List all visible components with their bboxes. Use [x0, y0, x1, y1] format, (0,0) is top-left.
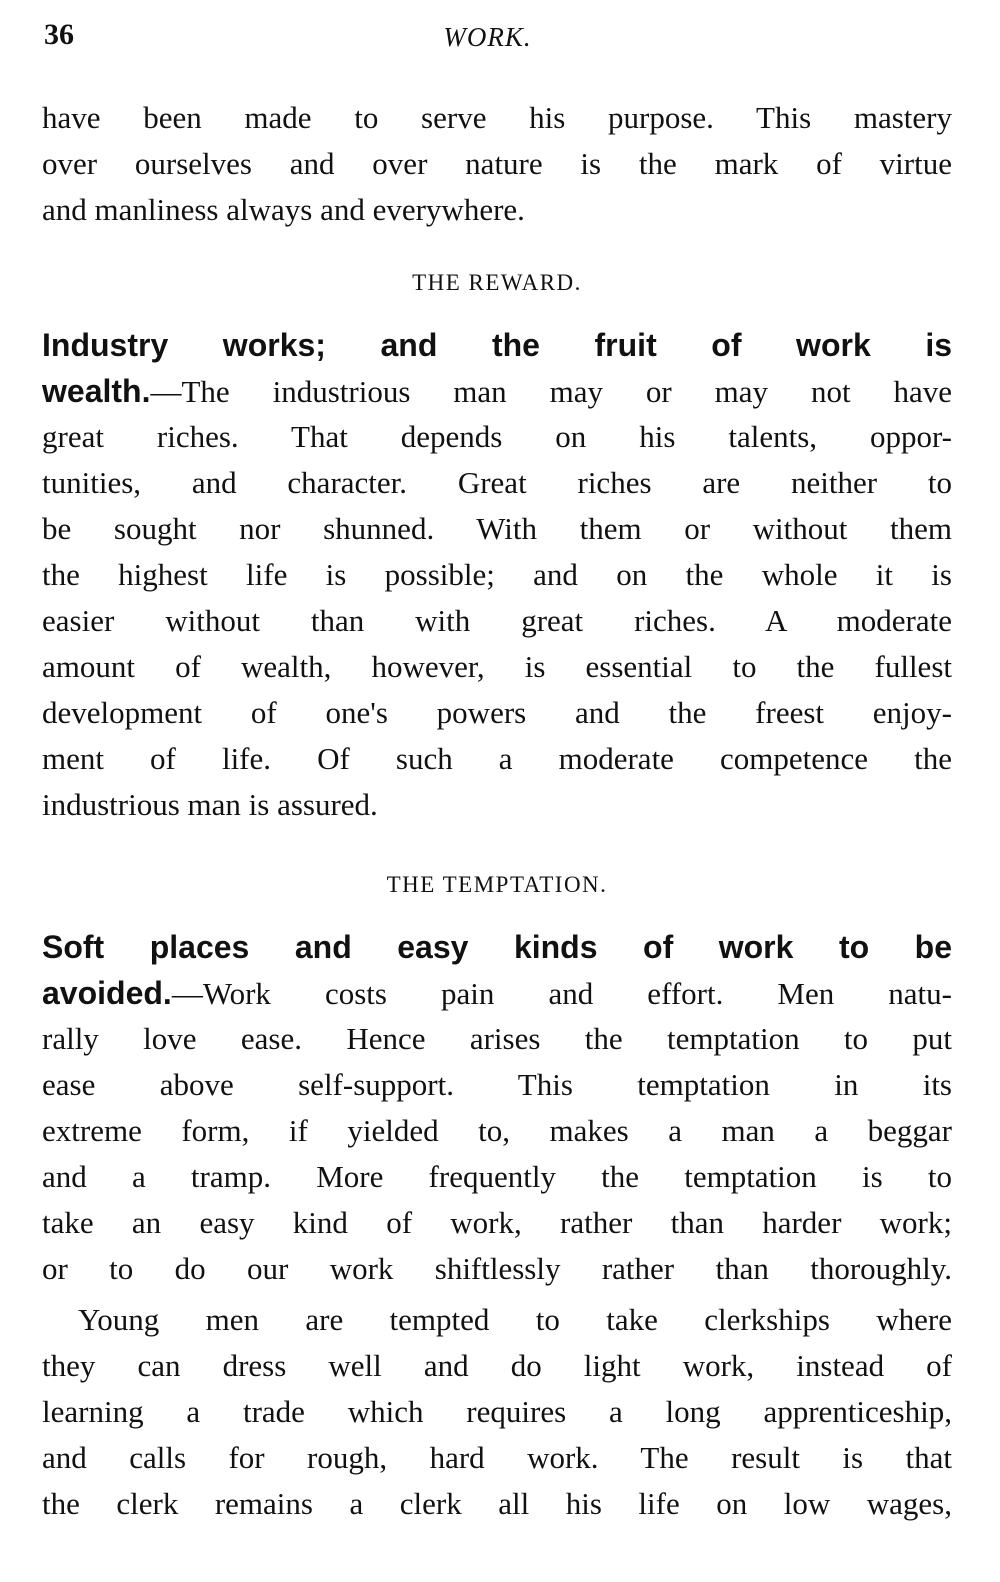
section-heading-temptation: THE TEMPTATION. — [386, 872, 608, 897]
bold-lead-text: Industry works; and the fruit of work is — [42, 327, 952, 363]
text-line: they can dress well and do light work, instead of — [42, 1348, 952, 1383]
page-number: 36 — [44, 18, 74, 51]
text-line: and calls for rough, hard work. The result is that — [42, 1440, 952, 1475]
text-line: development of one's powers and the freest enjoy- — [42, 695, 952, 730]
paragraph-reward — [42, 322, 952, 828]
text-line — [42, 322, 952, 368]
text-line: amount of wealth, however, is essential to the fullest — [42, 649, 952, 684]
paragraph-young-men — [42, 1297, 952, 1527]
text-line: ease above self-support. This temptation in its — [42, 1067, 952, 1102]
section-heading-reward: THE REWARD. — [412, 270, 582, 295]
text-line: ment of life. Of such a moderate competence the — [42, 741, 952, 776]
text-line: great riches. That depends on his talents, oppor- — [42, 419, 952, 454]
text-line: take an easy kind of work, rather than harder work; — [42, 1205, 952, 1240]
text-line: the clerk remains a clerk all his life on low wages, — [42, 1486, 952, 1521]
bold-lead-text: wealth. — [42, 373, 151, 409]
text-line: extreme form, if yielded to, makes a man a beggar — [42, 1113, 952, 1148]
page-body — [42, 95, 952, 1527]
text-line: easier without than with great riches. A moderate — [42, 603, 952, 638]
text-line: learning a trade which requires a long apprenticeship, — [42, 1394, 952, 1429]
bold-lead-text: avoided. — [42, 975, 172, 1011]
text-line: the highest life is possible; and on the whole it is — [42, 557, 952, 592]
text-line: have been made to serve his purpose. This mastery — [42, 100, 952, 135]
text-line — [42, 924, 952, 970]
text-line: industrious man is assured. — [42, 787, 378, 822]
text-line: tunities, and character. Great riches are neither to — [42, 465, 952, 500]
line-text: —The industrious man may or may not have — [150, 374, 952, 409]
text-line: rally love ease. Hence arises the temptation to put — [42, 1021, 952, 1056]
text-line — [42, 970, 952, 1016]
text-line: and a tramp. More frequently the temptation is to — [42, 1159, 952, 1194]
text-line: over ourselves and over nature is the mark of virtue — [42, 146, 952, 181]
text-line: be sought nor shunned. With them or without them — [42, 511, 952, 546]
text-line: or to do our work shiftlessly rather than thoroughly. — [42, 1251, 952, 1286]
text-line — [42, 368, 952, 414]
paragraph-intro — [42, 95, 952, 233]
running-head: WORK. — [443, 22, 532, 52]
bold-lead-text: Soft places and easy kinds of work to be — [42, 929, 952, 965]
text-line: Young men are tempted to take clerkships where — [78, 1302, 952, 1337]
text-line: and manliness always and everywhere. — [42, 192, 525, 227]
line-text: —Work costs pain and effort. Men natu- — [171, 976, 952, 1011]
paragraph-temptation — [42, 924, 952, 1292]
